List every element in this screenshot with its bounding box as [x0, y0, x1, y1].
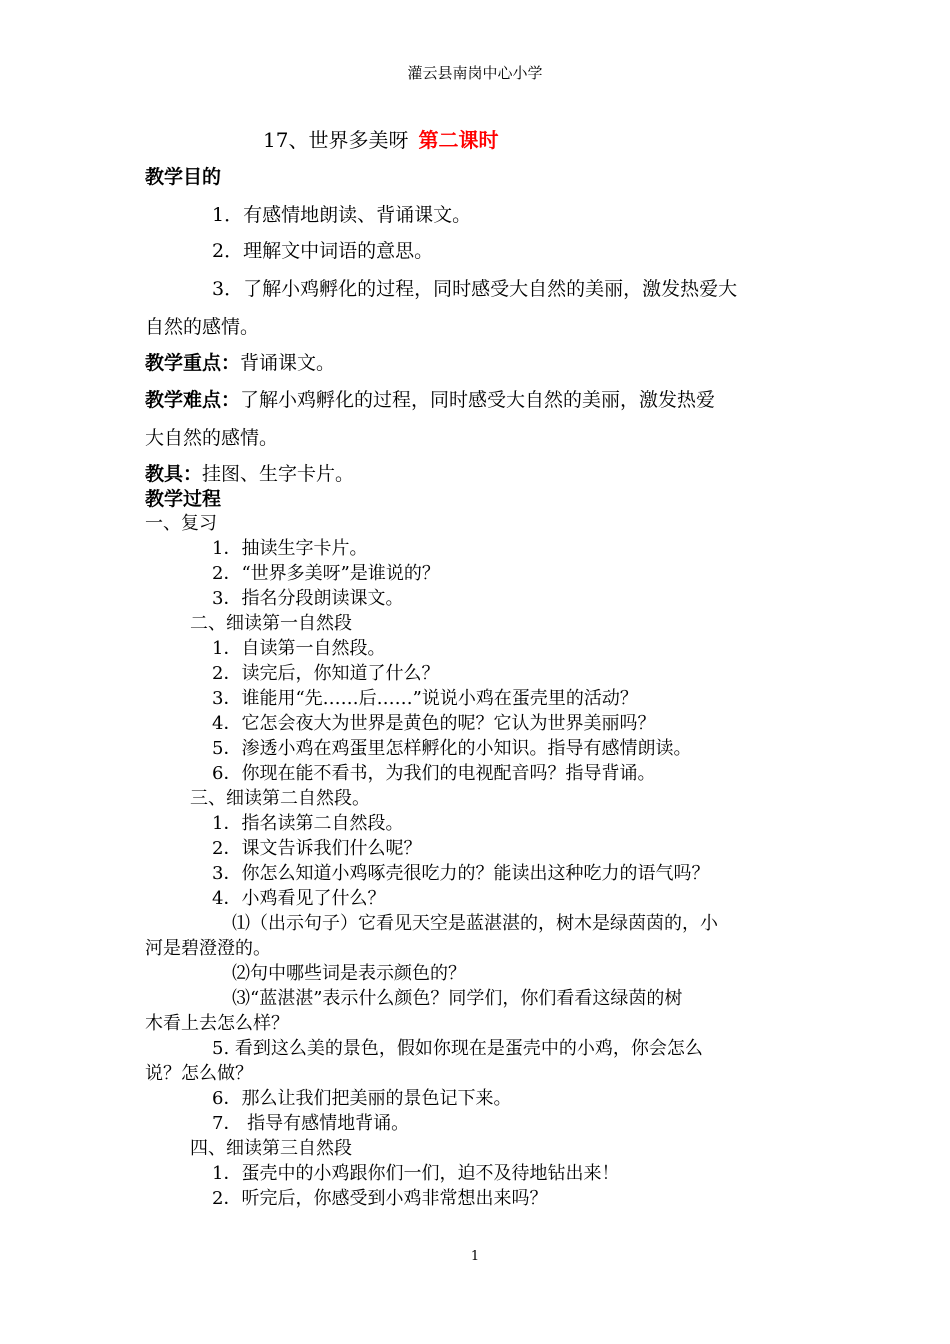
- sub-item-cont: 木看上去怎么样？: [145, 1013, 289, 1034]
- difficulty: [145, 385, 715, 412]
- lesson-title-highlight: 第二课时: [418, 128, 499, 152]
- list-item: 2．读完后，你知道了什么？: [212, 663, 440, 684]
- section-1-title: 一、复习: [145, 513, 217, 534]
- difficulty-cont: 大自然的感情。: [145, 427, 279, 449]
- sub-item: ⑵句中哪些词是表示颜色的？: [232, 963, 466, 984]
- difficulty-label: 教学难点：: [145, 389, 241, 411]
- goal-item: 2．理解文中词语的意思。: [212, 240, 434, 262]
- list-item: 3．指名分段朗读课文。: [212, 588, 404, 609]
- tools-text: 挂图、生字卡片。: [202, 463, 355, 485]
- list-item: 1．自读第一自然段。: [212, 638, 386, 659]
- tools-label: 教具：: [145, 463, 203, 485]
- goal-item-cont: 自然的感情。: [145, 316, 260, 338]
- key-point-label: 教学重点：: [145, 352, 241, 374]
- page-number: 1: [470, 1249, 480, 1264]
- goals-heading: 教学目的: [145, 166, 222, 188]
- process-heading: 教学过程: [145, 488, 222, 510]
- goal-item: 1．有感情地朗读、背诵课文。: [212, 204, 472, 226]
- sub-item-cont: 河是碧澄澄的。: [145, 938, 271, 959]
- list-item: 1．抽读生字卡片。: [212, 538, 368, 559]
- key-point: [145, 348, 335, 375]
- list-item: 2．课文告诉我们什么呢？: [212, 838, 422, 859]
- list-item: 5. 看到这么美的景色，假如你现在是蛋壳中的小鸡，你会怎么: [212, 1038, 703, 1059]
- sub-item: ⑶“蓝湛湛”表示什么颜色？同学们，你们看看这绿茵的树: [232, 988, 683, 1009]
- list-item: 6．那么让我们把美丽的景色记下来。: [212, 1088, 512, 1109]
- page-header: 灌云县南岗中心小学: [407, 64, 543, 82]
- lesson-title-main: 17、世界多美呀: [263, 128, 409, 152]
- list-item: 4．小鸡看见了什么？: [212, 888, 386, 909]
- list-item: 7． 指导有感情地背诵。: [212, 1113, 410, 1134]
- list-item: 6．你现在能不看书，为我们的电视配音吗？指导背诵。: [212, 763, 656, 784]
- list-item-cont: 说？怎么做？: [145, 1063, 253, 1084]
- sub-item: ⑴（出示句子）它看见天空是蓝湛湛的，树木是绿茵茵的，小: [232, 913, 718, 934]
- goal-item: 3．了解小鸡孵化的过程，同时感受大自然的美丽，激发热爱大: [212, 278, 738, 300]
- list-item: 4．它怎会夜大为世界是黄色的呢？它认为世界美丽吗？: [212, 713, 656, 734]
- list-item: 3．你怎么知道小鸡啄壳很吃力的？能读出这种吃力的语气吗？: [212, 863, 710, 884]
- section-2-title: 二、细读第一自然段: [190, 613, 352, 634]
- list-item: 2．“世界多美呀”是谁说的？: [212, 563, 440, 584]
- list-item: 3．谁能用“先……后……”说说小鸡在蛋壳里的活动？: [212, 688, 638, 709]
- section-3-title: 三、细读第二自然段。: [190, 788, 370, 809]
- key-point-text: 背诵课文。: [240, 352, 336, 374]
- list-item: 2．听完后，你感受到小鸡非常想出来吗？: [212, 1188, 548, 1209]
- lesson-title: [263, 124, 498, 153]
- list-item: 1．蛋壳中的小鸡跟你们一们，迫不及待地钻出来！: [212, 1163, 620, 1184]
- tools: [145, 459, 354, 486]
- list-item: 1．指名读第二自然段。: [212, 813, 404, 834]
- list-item: 5．渗透小鸡在鸡蛋里怎样孵化的小知识。指导有感情朗读。: [212, 738, 692, 759]
- section-4-title: 四、细读第三自然段: [190, 1138, 352, 1159]
- difficulty-text: 了解小鸡孵化的过程，同时感受大自然的美丽，激发热爱: [240, 389, 716, 411]
